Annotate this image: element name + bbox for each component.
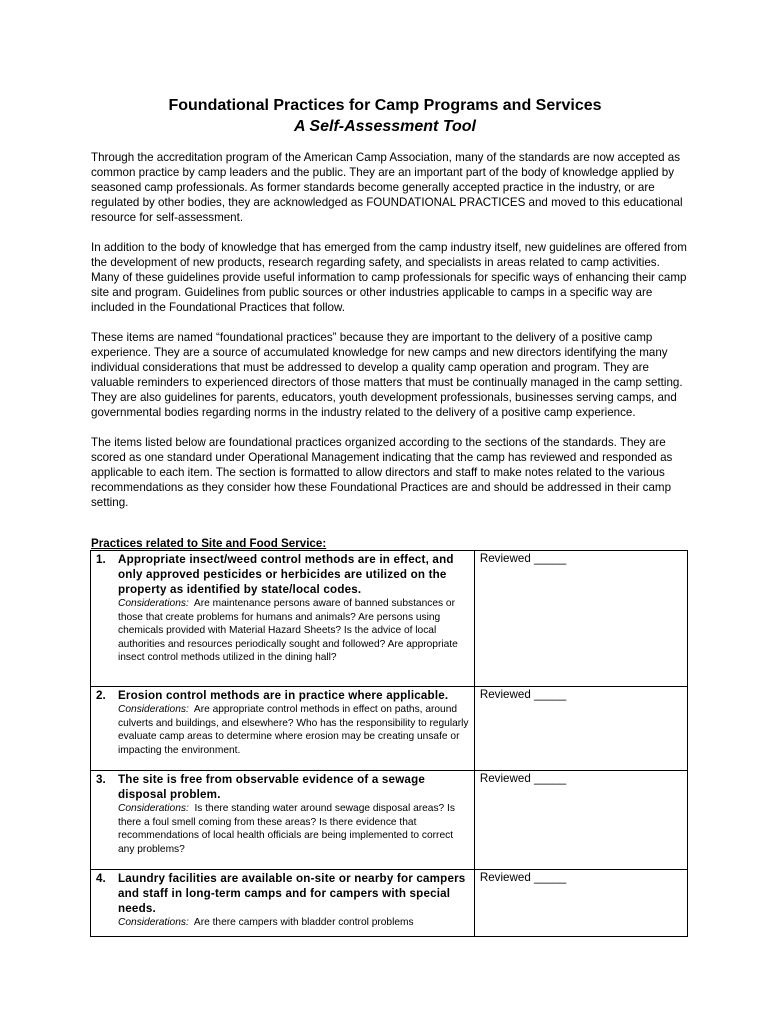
practices-table (90, 550, 688, 937)
practice-cell (91, 551, 475, 687)
considerations-text: Are maintenance persons aware of banned substances or those that create problems for humans and animals? Are persons using chemicals provided with Material Hazard Sheets? Is the advice of local authorities and resources periodically sought and followed? Are appropriate insect control methods utilized in the dining hall? (118, 598, 458, 664)
item-heading: Laundry facilities are available on-site or nearby for campers and staff in long-term camps and for campers with special needs. (118, 872, 466, 915)
reviewed-field: Reviewed _____ (479, 552, 567, 565)
item-considerations (118, 802, 469, 856)
table-row (91, 870, 688, 937)
reviewed-cell[interactable] (474, 687, 687, 771)
item-heading: The site is free from observable evidence of a sewage disposal problem. (118, 773, 426, 801)
practice-cell (91, 771, 475, 870)
reviewed-cell[interactable] (474, 551, 687, 687)
table-row (91, 771, 688, 870)
table-row (91, 551, 688, 687)
considerations-label: Considerations: (118, 704, 189, 715)
item-considerations (118, 703, 469, 757)
practice-cell (91, 870, 475, 937)
considerations-text: Are appropriate control methods in effect on paths, around culverts and buildings, and elsewhere? Who has the responsibility to regularly evaluate camp areas to determine where erosion may be creating unsafe or impacting the environment. (118, 704, 469, 756)
paragraph: In addition to the body of knowledge that has emerged from the camp industry itself, new guidelines are offered from the development of new products, research regarding safety, and specialists in areas related to camp activities. Many of these guidelines provide useful information to camp professionals for specific ways of enhancing their camp site and program. Guidelines from public sources or other industries applicable to camps in a specific way are included in the Foundational Practices that follow. (91, 241, 687, 314)
paragraph: These items are named “foundational practices” because they are important to the delivery of a positive camp experience. They are a source of accumulated knowledge for new camps and new directors identifying the many individual considerations that must be addressed to develop a quality camp operation and program. They are valuable reminders to experienced directors of those matters that must be continually managed in the camp setting. They are also guidelines for parents, educators, youth development professionals, businesses serving camps, and governmental bodies regarding norms in the industry related to the delivery of a positive camp experience. (91, 331, 683, 419)
document-title: Foundational Practices for Camp Programs and Services (168, 97, 602, 114)
paragraph: Through the accreditation program of the American Camp Association, many of the standards are now accepted as common practice by camp leaders and the public. They are an important part of the body of knowledge applied by seasoned camp professionals. As former standards become generally accepted practice in the industry, or are regulated by other bodies, they are acknowledged as FOUNDATIONAL PRACTICES and moved to this educational resource for self-assessment. (91, 151, 683, 224)
item-heading: Appropriate insect/weed control methods are in effect, and only approved pesticides or herbicides are utilized on the property as identified by state/local codes. (118, 553, 454, 596)
item-considerations (118, 597, 469, 665)
considerations-label: Considerations: (118, 917, 189, 928)
item-number: 2. (96, 689, 106, 702)
item-heading: Erosion control methods are in practice where applicable. (118, 689, 449, 702)
paragraph: The items listed below are foundational practices organized according to the sections of the standards. They are scored as one standard under Operational Management indicating that the camp has reviewed and responded as applicable to each item. The section is formatted to allow directors and staff to make notes related to the various recommendations as they consider how these Foundational Practices are and should be addressed in their camp setting. (91, 436, 673, 509)
item-considerations (118, 916, 469, 930)
reviewed-cell[interactable] (474, 771, 687, 870)
reviewed-cell[interactable] (474, 870, 687, 937)
considerations-text: Are there campers with bladder control problems (193, 917, 414, 928)
document-subtitle: A Self-Assessment Tool (294, 118, 476, 135)
considerations-text: Is there standing water around sewage disposal areas? Is there a foul smell coming from these areas? Is there evidence that recommendations of local health officials are being implemented to correct any problems? (118, 803, 455, 855)
section-heading: Practices related to Site and Food Service: (91, 537, 327, 550)
table-row (91, 687, 688, 771)
item-number: 1. (96, 553, 106, 566)
intro-body (91, 150, 691, 525)
item-number: 3. (96, 773, 106, 786)
item-number: 4. (96, 872, 106, 885)
title-block (0, 95, 770, 137)
reviewed-field: Reviewed _____ (479, 871, 567, 884)
reviewed-field: Reviewed _____ (479, 772, 567, 785)
reviewed-field: Reviewed _____ (479, 688, 567, 701)
considerations-label: Considerations: (118, 598, 189, 609)
practice-cell (91, 687, 475, 771)
considerations-label: Considerations: (118, 803, 189, 814)
